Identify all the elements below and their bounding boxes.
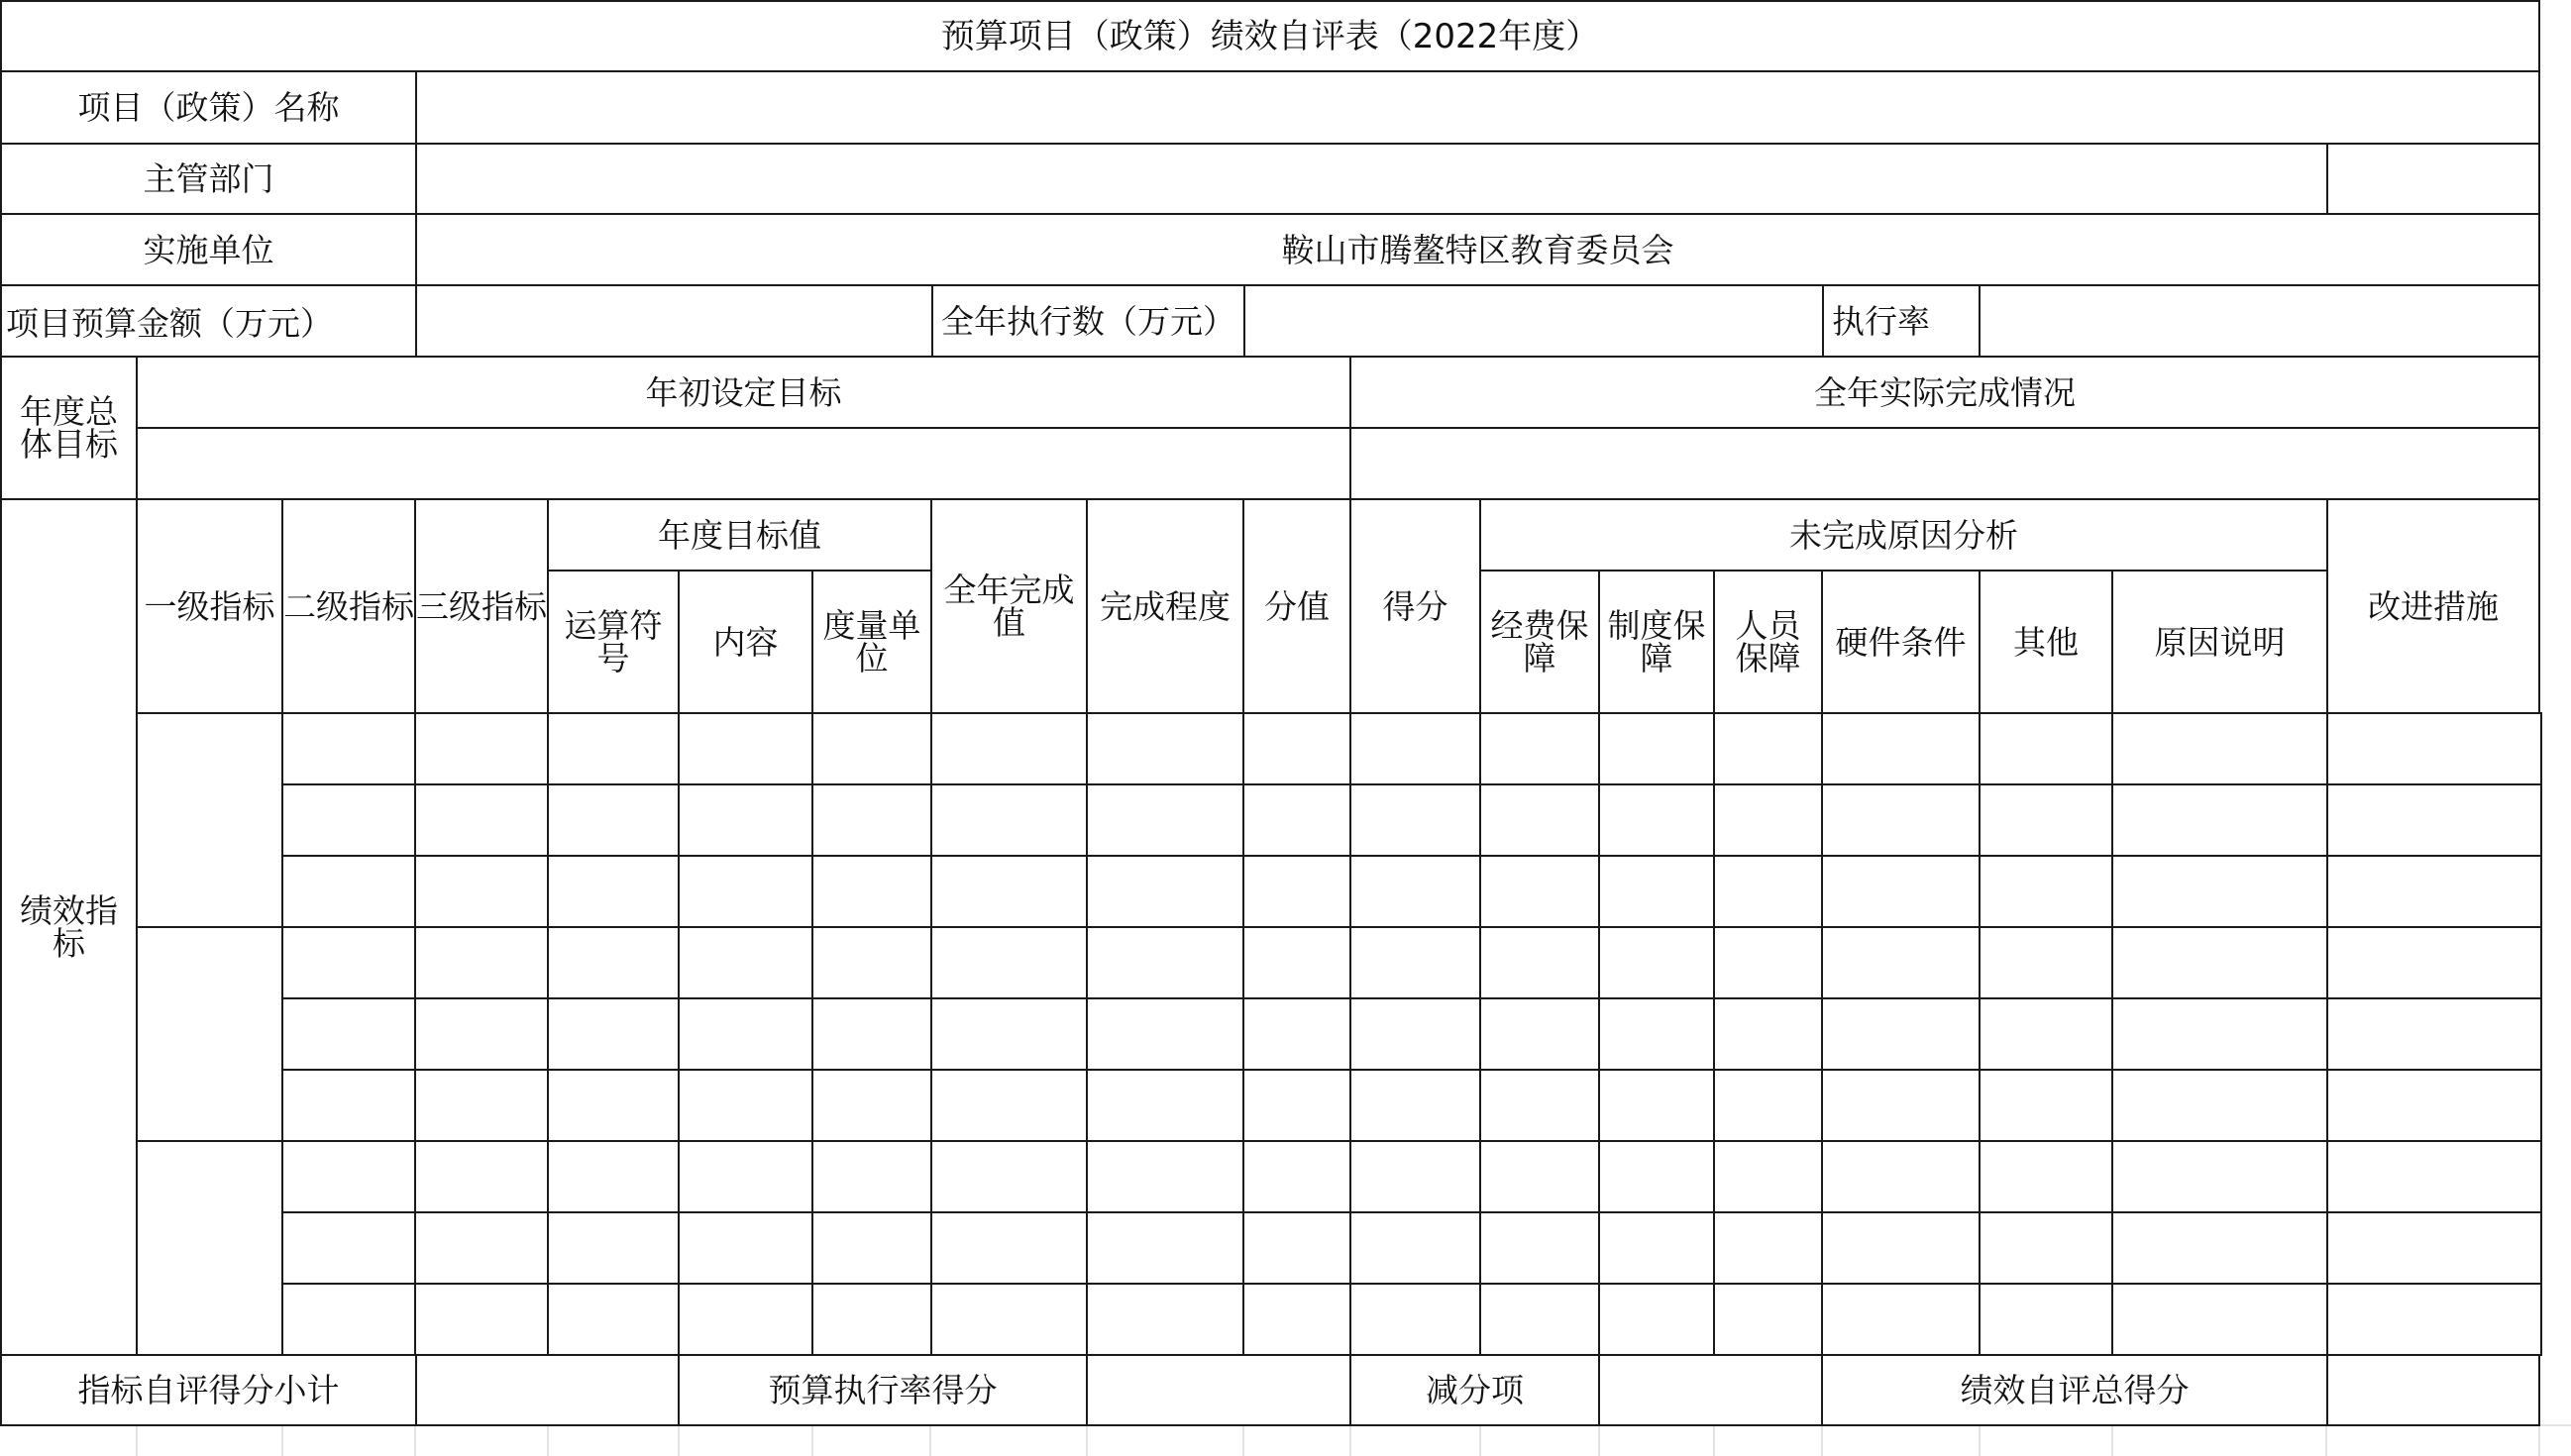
header-funding-text: 经费保障 (1490, 606, 1589, 677)
indicator-cell[interactable] (1242, 783, 1351, 857)
indicator-cell[interactable] (930, 783, 1088, 857)
indicator-cell[interactable] (1086, 783, 1244, 857)
indicator-cell[interactable] (678, 1069, 813, 1142)
header-level2: 二级指标 (281, 498, 416, 714)
header-other: 其他 (1979, 570, 2113, 714)
indicator-cell[interactable] (1713, 783, 1823, 857)
indicator-cell[interactable] (2111, 926, 2328, 999)
indicator-cell[interactable] (930, 926, 1088, 999)
indicator-cell[interactable] (2326, 1283, 2542, 1356)
indicator-cell[interactable] (1086, 1211, 1244, 1285)
executed-field[interactable] (1243, 284, 1824, 358)
indicator-cell[interactable] (414, 712, 549, 785)
indicator-cell[interactable] (414, 855, 549, 928)
indicator-cell[interactable] (930, 1069, 1088, 1142)
indicator-cell[interactable] (1242, 997, 1351, 1071)
indicator-cell[interactable] (1479, 926, 1600, 999)
header-annual-completion (930, 498, 1088, 714)
header-level3: 三级指标 (414, 498, 549, 714)
header-reason-desc: 原因说明 (2111, 570, 2328, 714)
indicator-cell[interactable] (1598, 783, 1715, 857)
indicator-cell[interactable] (678, 997, 813, 1071)
indicator-cell[interactable] (281, 783, 416, 857)
indicator-cell[interactable] (414, 926, 549, 999)
indicator-cell[interactable] (1242, 712, 1351, 785)
indicator-cell[interactable] (414, 997, 549, 1071)
indicator-cell[interactable] (678, 1140, 813, 1213)
indicator-cell[interactable] (1821, 712, 1981, 785)
budget-rate-score-field[interactable] (1086, 1354, 1351, 1426)
indicator-cell[interactable] (678, 1283, 813, 1356)
indicator-cell[interactable] (1349, 1069, 1481, 1142)
indicator-cell[interactable] (1479, 855, 1600, 928)
indicator-cell[interactable] (2111, 783, 2328, 857)
indicator-cell[interactable] (1979, 1069, 2113, 1142)
indicator-cell[interactable] (281, 1140, 416, 1213)
indicator-cell[interactable] (2111, 1211, 2328, 1285)
perf-indicator-label (0, 498, 138, 1356)
indicator-cell[interactable] (414, 1211, 549, 1285)
indicator-cell[interactable] (2326, 855, 2542, 928)
dept-extra-field[interactable] (2326, 143, 2540, 215)
indicator-cell[interactable] (2111, 855, 2328, 928)
indicator-cell[interactable] (930, 855, 1088, 928)
indicator-cell[interactable] (1242, 1140, 1351, 1213)
header-personnel-text: 人员保障 (1735, 606, 1801, 677)
indicator-cell[interactable] (1086, 712, 1244, 785)
indicator-cell[interactable] (547, 783, 680, 857)
level1-group-cell[interactable] (136, 926, 283, 1142)
indicator-cell[interactable] (1821, 1283, 1981, 1356)
indicator-cell[interactable] (414, 1283, 549, 1356)
indicator-cell[interactable] (414, 1069, 549, 1142)
indicator-cell[interactable] (1242, 1069, 1351, 1142)
indicator-cell[interactable] (1349, 997, 1481, 1071)
indicator-cell[interactable] (547, 1140, 680, 1213)
budget-label: 项目预算金额（万元） (6, 303, 333, 343)
indicator-cell[interactable] (930, 1140, 1088, 1213)
indicator-cell[interactable] (1598, 1283, 1715, 1356)
indicator-cell[interactable] (1821, 783, 1981, 857)
indicator-subtotal-label: 指标自评得分小计 (0, 1354, 417, 1426)
indicator-cell[interactable] (811, 1069, 932, 1142)
indicator-cell[interactable] (2326, 783, 2542, 857)
indicator-cell[interactable] (811, 712, 932, 785)
indicator-cell[interactable] (1713, 1140, 1823, 1213)
indicator-cell[interactable] (1979, 855, 2113, 928)
indicator-cell[interactable] (1598, 712, 1715, 785)
indicator-cell[interactable] (2326, 712, 2542, 785)
indicator-cell[interactable] (811, 783, 932, 857)
impl-unit-field[interactable]: 鞍山市腾鳌特区教育委员会 (415, 213, 2540, 286)
indicator-cell[interactable] (547, 712, 680, 785)
indicator-cell[interactable] (2111, 997, 2328, 1071)
indicator-cell[interactable] (1242, 1211, 1351, 1285)
header-completion-degree: 完成程度 (1086, 498, 1244, 714)
indicator-cell[interactable] (1821, 1211, 1981, 1285)
indicator-cell[interactable] (930, 1283, 1088, 1356)
indicator-cell[interactable] (1979, 1211, 2113, 1285)
indicator-cell[interactable] (414, 783, 549, 857)
actual-completion-field[interactable] (1349, 427, 2540, 500)
indicator-cell[interactable] (1713, 926, 1823, 999)
indicator-cell[interactable] (930, 712, 1088, 785)
indicator-cell[interactable] (1598, 1140, 1715, 1213)
impl-unit-label: 实施单位 (0, 213, 417, 286)
indicator-cell[interactable] (547, 997, 680, 1071)
dept-field[interactable] (415, 143, 2328, 215)
indicator-cell[interactable] (811, 1283, 932, 1356)
indicator-cell[interactable] (1598, 926, 1715, 999)
executed-label: 全年执行数（万元） (931, 284, 1245, 358)
indicator-cell[interactable] (1979, 1283, 2113, 1356)
indicator-cell[interactable] (281, 712, 416, 785)
project-name-field[interactable] (415, 70, 2540, 145)
indicator-cell[interactable] (1349, 1140, 1481, 1213)
indicator-cell[interactable] (1349, 1211, 1481, 1285)
header-annual-target-value: 年度目标值 (547, 498, 932, 572)
indicator-cell[interactable] (1349, 783, 1481, 857)
indicator-cell[interactable] (1242, 855, 1351, 928)
actual-completion-header: 全年实际完成情况 (1349, 356, 2540, 429)
header-improvement: 改进措施 (2326, 498, 2540, 714)
annual-goal-label (0, 356, 138, 500)
indicator-cell[interactable] (1086, 926, 1244, 999)
indicator-cell[interactable] (1821, 855, 1981, 928)
indicator-cell[interactable] (1713, 855, 1823, 928)
indicator-cell[interactable] (2111, 1283, 2328, 1356)
indicator-cell[interactable] (1713, 1211, 1823, 1285)
initial-target-field[interactable] (136, 427, 1351, 500)
exec-rate-label: 执行率 (1822, 284, 1981, 358)
indicator-cell[interactable] (811, 1140, 932, 1213)
indicator-cell[interactable] (1479, 783, 1600, 857)
indicator-cell[interactable] (811, 997, 932, 1071)
indicator-cell[interactable] (281, 1069, 416, 1142)
indicator-cell[interactable] (1979, 926, 2113, 999)
indicator-cell[interactable] (1821, 1140, 1981, 1213)
indicator-cell[interactable] (2326, 1211, 2542, 1285)
header-system (1598, 570, 1715, 714)
indicator-cell[interactable] (1086, 1140, 1244, 1213)
indicator-cell[interactable] (1713, 997, 1823, 1071)
header-unit (811, 570, 932, 714)
total-score-label: 绩效自评总得分 (1821, 1354, 2328, 1426)
indicator-cell[interactable] (2326, 1140, 2542, 1213)
indicator-cell[interactable] (2111, 1140, 2328, 1213)
indicator-cell[interactable] (1821, 1069, 1981, 1142)
indicator-cell[interactable] (281, 855, 416, 928)
header-annual-completion-text: 全年完成值 (943, 571, 1075, 642)
indicator-cell[interactable] (1479, 712, 1600, 785)
header-incomplete-reason: 未完成原因分析 (1479, 498, 2328, 572)
indicator-cell[interactable] (678, 926, 813, 999)
header-score: 得分 (1349, 498, 1481, 714)
indicator-cell[interactable] (1479, 997, 1600, 1071)
indicator-cell[interactable] (678, 855, 813, 928)
header-score-value: 分值 (1242, 498, 1351, 714)
indicator-cell[interactable] (1979, 1140, 2113, 1213)
indicator-cell[interactable] (1598, 997, 1715, 1071)
header-content: 内容 (678, 570, 813, 714)
indicator-cell[interactable] (1349, 712, 1481, 785)
indicator-cell[interactable] (547, 1211, 680, 1285)
indicator-cell[interactable] (1598, 855, 1715, 928)
indicator-cell[interactable] (1713, 712, 1823, 785)
indicator-cell[interactable] (1349, 926, 1481, 999)
indicator-cell[interactable] (1349, 855, 1481, 928)
indicator-cell[interactable] (1086, 855, 1244, 928)
indicator-cell[interactable] (281, 926, 416, 999)
indicator-cell[interactable] (678, 783, 813, 857)
indicator-cell[interactable] (281, 1283, 416, 1356)
indicator-cell[interactable] (811, 1211, 932, 1285)
deduction-field[interactable] (1598, 1354, 1823, 1426)
indicator-cell[interactable] (1086, 1069, 1244, 1142)
indicator-cell[interactable] (1821, 997, 1981, 1071)
indicator-cell[interactable] (2111, 712, 2328, 785)
indicator-cell[interactable] (811, 926, 932, 999)
indicator-cell[interactable] (281, 997, 416, 1071)
initial-target-header: 年初设定目标 (136, 356, 1351, 429)
indicator-cell[interactable] (1979, 997, 2113, 1071)
indicator-cell[interactable] (547, 855, 680, 928)
header-funding (1479, 570, 1600, 714)
budget-field[interactable] (415, 284, 933, 358)
indicator-cell[interactable] (281, 1211, 416, 1285)
header-operator-text: 运算符号 (564, 606, 663, 677)
level1-group-cell[interactable] (136, 1140, 283, 1356)
form-title: 预算项目（政策）绩效自评表（2022年度） (0, 0, 2540, 72)
indicator-cell[interactable] (547, 926, 680, 999)
indicator-cell[interactable] (1086, 1283, 1244, 1356)
indicator-cell[interactable] (1086, 997, 1244, 1071)
indicator-cell[interactable] (1713, 1069, 1823, 1142)
total-score-field[interactable] (2326, 1354, 2540, 1426)
indicator-cell[interactable] (930, 997, 1088, 1071)
header-hardware: 硬件条件 (1821, 570, 1981, 714)
indicator-cell[interactable] (2326, 926, 2542, 999)
indicator-cell[interactable] (1979, 712, 2113, 785)
perf-indicator-label-text: 绩效指标 (20, 891, 118, 963)
indicator-cell[interactable] (414, 1140, 549, 1213)
indicator-cell[interactable] (1479, 1069, 1600, 1142)
indicator-cell[interactable] (2326, 997, 2542, 1071)
indicator-cell[interactable] (678, 712, 813, 785)
indicator-subtotal-field[interactable] (415, 1354, 680, 1426)
indicator-cell[interactable] (678, 1211, 813, 1285)
indicator-cell[interactable] (1242, 926, 1351, 999)
indicator-cell[interactable] (1479, 1211, 1600, 1285)
indicator-cell[interactable] (2111, 1069, 2328, 1142)
indicator-cell[interactable] (930, 1211, 1088, 1285)
indicator-cell[interactable] (547, 1069, 680, 1142)
deduction-label: 减分项 (1349, 1354, 1600, 1426)
header-system-text: 制度保障 (1607, 606, 1706, 677)
indicator-cell[interactable] (1713, 1283, 1823, 1356)
header-operator (547, 570, 680, 714)
indicator-cell[interactable] (2326, 1069, 2542, 1142)
annual-goal-label-text: 年度总体目标 (20, 392, 118, 464)
indicator-cell[interactable] (1349, 1283, 1481, 1356)
indicator-cell[interactable] (811, 855, 932, 928)
indicator-cell[interactable] (1242, 1283, 1351, 1356)
project-name-label: 项目（政策）名称 (0, 70, 417, 145)
indicator-cell[interactable] (1479, 1140, 1600, 1213)
indicator-cell[interactable] (1821, 926, 1981, 999)
header-level1: 一级指标 (136, 498, 283, 714)
indicator-cell[interactable] (1979, 783, 2113, 857)
indicator-cell[interactable] (547, 1283, 680, 1356)
exec-rate-field[interactable] (1979, 284, 2540, 358)
indicator-cell[interactable] (1598, 1211, 1715, 1285)
indicator-cell[interactable] (1598, 1069, 1715, 1142)
level1-group-cell[interactable] (136, 712, 283, 928)
indicator-cell[interactable] (1479, 1283, 1600, 1356)
header-personnel (1713, 570, 1823, 714)
budget-rate-score-label: 预算执行率得分 (678, 1354, 1088, 1426)
dept-label: 主管部门 (0, 143, 417, 215)
header-unit-text: 度量单位 (822, 606, 921, 677)
